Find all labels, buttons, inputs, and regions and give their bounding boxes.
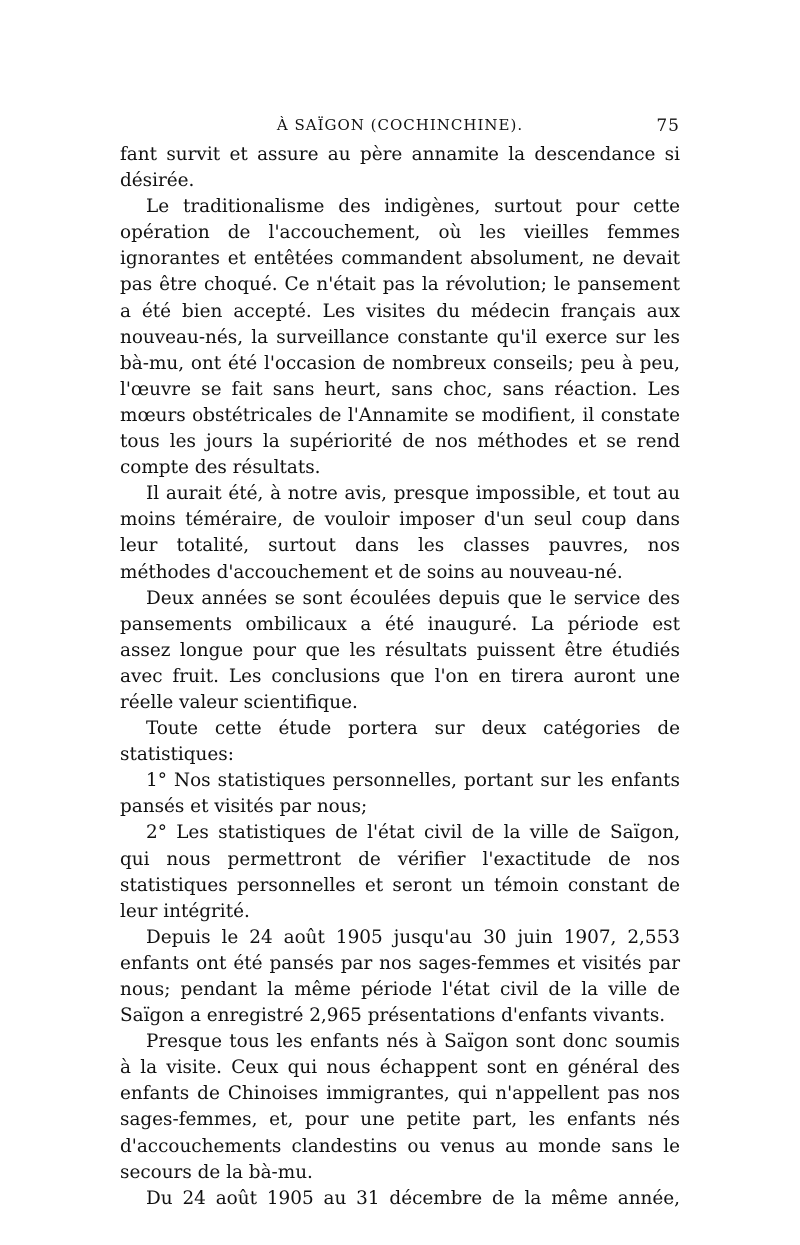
list-item: 1° Nos statistiques personnelles, portant sur les enfants pansés et visités par nous;: [120, 770, 680, 818]
paragraph: fant survit et assure au père annamite la descendance si désirée.: [120, 144, 680, 192]
body-text: [120, 142, 680, 1212]
paragraph: Il aurait été, à notre avis, presque impossible, et tout au moins téméraire, de vouloir imposer d'un seul coup dans leur totalité, surtout dans les classes pauvres, nos méthodes d'accouchement et de soins au nouveau-né.: [120, 483, 680, 583]
list-item: 2° Les statistiques de l'état civil de la ville de Saïgon, qui nous permettront de vérifier l'exactitude de nos statistiques personnelles et seront un témoin constant de leur intégrité.: [120, 822, 680, 922]
paragraph: Le traditionalisme des indigènes, surtout pour cette opération de l'accouchement, où les vieilles femmes ignorantes et entêtées commandent absolument, ne devait pas être choqué. Ce n'était pas la révolution; le pansement a été bien accepté. Les visites du médecin français aux nouveau-nés, la surveillance constante qu'il exerce sur les bà-mu, ont été l'occasion de nombreux conseils; peu à peu, l'œuvre se fait sans heurt, sans choc, sans réaction. Les mœurs obstétricales de l'Annamite se modifient, il constate tous les jours la supériorité de nos méthodes et se rend compte des résultats.: [120, 196, 680, 479]
page-number: 75: [656, 116, 680, 136]
book-page: [120, 112, 680, 1212]
paragraph: Deux années se sont écoulées depuis que le service des pansements ombilicaux a été inauguré. La période est assez longue pour que les résultats puissent être étudiés avec fruit. Les conclusions que l'on en tirera auront une réelle valeur scientifique.: [120, 587, 680, 713]
running-head: [120, 112, 680, 142]
paragraph: Toute cette étude portera sur deux catégories de statistiques:: [120, 718, 680, 766]
running-head-title: À SAÏGON (COCHINCHINE).: [276, 116, 524, 134]
paragraph: Presque tous les enfants nés à Saïgon sont donc soumis à la visite. Ceux qui nous échappent sont en général des enfants de Chinoises immigrantes, qui n'appellent pas nos sages-femmes, et, pour une petite part, les enfants nés d'accouchements clandestins ou venus au monde sans le secours de la bà-mu.: [120, 1031, 680, 1183]
paragraph: Depuis le 24 août 1905 jusqu'au 30 juin 1907, 2,553 enfants ont été pansés par nos sages-femmes et visités par nous; pendant la même période l'état civil de la ville de Saïgon a enregistré 2,965 présentations d'enfants vivants.: [120, 926, 680, 1027]
paragraph: Du 24 août 1905 au 31 décembre de la même année,: [146, 1187, 680, 1209]
